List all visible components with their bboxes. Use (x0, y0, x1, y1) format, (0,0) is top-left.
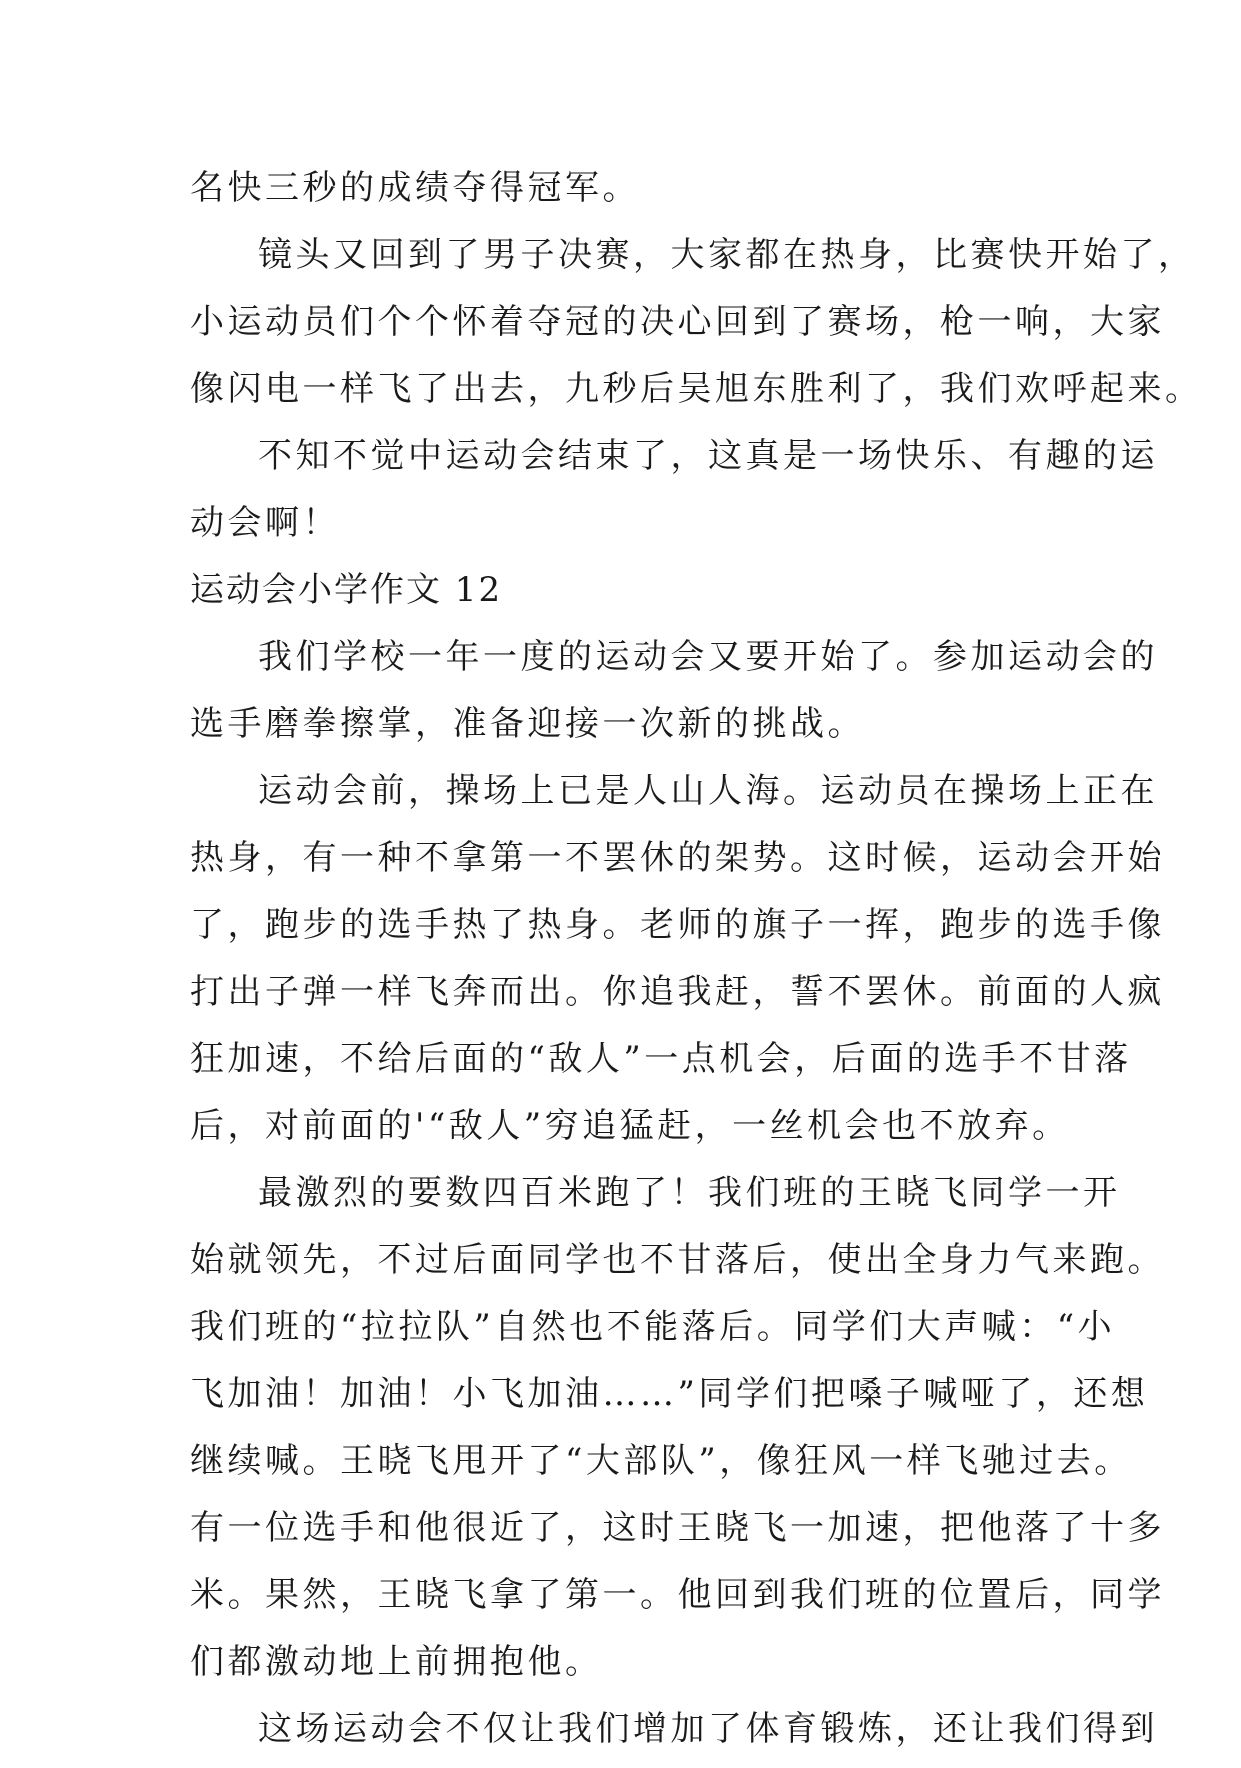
text-line-8: 我们学校一年一度的运动会又要开始了。参加运动会的 (258, 637, 1158, 677)
text-line-15: 后，对前面的'“敌人”穷追猛赶，一丝机会也不放弃。 (190, 1106, 1070, 1146)
text-line-18: 我们班的“拉拉队”自然也不能落后。同学们大声喊：“小 (190, 1307, 1116, 1347)
text-line-1: 名快三秒的成绩夺得冠军。 (190, 168, 640, 208)
text-line-10: 运动会前，操场上已是人山人海。运动员在操场上正在 (258, 771, 1158, 811)
text-line-19: 飞加油！加油！小飞加油……”同学们把嗓子喊哑了，还想 (190, 1374, 1149, 1414)
text-line-9: 选手磨拳擦掌，准备迎接一次新的挑战。 (190, 704, 865, 744)
text-line-11: 热身，有一种不拿第一不罢休的架势。这时候，运动会开始 (190, 838, 1165, 878)
article-body (190, 160, 1203, 1768)
text-line-24: 这场运动会不仅让我们增加了体育锻炼，还让我们得到 (258, 1709, 1158, 1749)
text-line-6: 动会啊！ (190, 503, 340, 543)
text-line-17: 始就领先，不过后面同学也不甘落后，使出全身力气来跑。 (190, 1240, 1165, 1280)
text-line-5: 不知不觉中运动会结束了，这真是一场快乐、有趣的运 (258, 436, 1158, 476)
text-line-4: 像闪电一样飞了出去，九秒后吴旭东胜利了，我们欢呼起来。 (190, 369, 1203, 409)
text-line-22: 米。果然，王晓飞拿了第一。他回到我们班的位置后，同学 (190, 1575, 1165, 1615)
text-line-13: 打出子弹一样飞奔而出。你追我赶，誓不罢休。前面的人疯 (190, 972, 1165, 1012)
section-heading: 运动会小学作文 12 (190, 570, 503, 610)
text-line-20: 继续喊。王晓飞甩开了“大部队”，像狂风一样飞驰过去。 (190, 1441, 1132, 1481)
text-line-21: 有一位选手和他很近了，这时王晓飞一加速，把他落了十多 (190, 1508, 1165, 1548)
text-line-16: 最激烈的要数四百米跑了！我们班的王晓飞同学一开 (258, 1173, 1121, 1213)
text-line-14: 狂加速，不给后面的“敌人”一点机会，后面的选手不甘落 (190, 1039, 1132, 1079)
text-line-2: 镜头又回到了男子决赛，大家都在热身，比赛快开始了， (258, 235, 1196, 275)
text-line-23: 们都激动地上前拥抱他。 (190, 1642, 603, 1682)
text-line-3: 小运动员们个个怀着夺冠的决心回到了赛场，枪一响，大家 (190, 302, 1165, 342)
text-line-12: 了，跑步的选手热了热身。老师的旗子一挥，跑步的选手像 (190, 905, 1165, 945)
